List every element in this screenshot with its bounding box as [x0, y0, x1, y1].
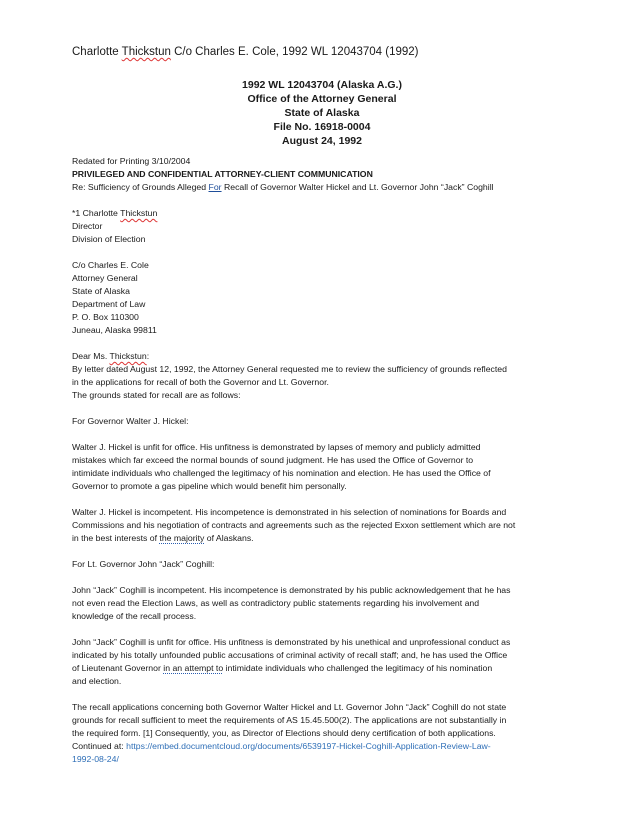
body-paragraph: Walter J. Hickel is unfit for office. His unfitness is demonstrated by lapses of memory and publicly admitted [72, 442, 481, 452]
body-paragraph: not even read the Election Laws, as well as contradictory public statements regarding his involvement and [72, 598, 480, 608]
privileged-line: PRIVILEGED AND CONFIDENTIAL ATTORNEY-CLIENT COMMUNICATION [72, 169, 373, 179]
body-paragraph: The grounds stated for recall are as follows: [72, 390, 241, 400]
sender-co: C/o Charles E. Cole [72, 260, 149, 270]
re-line: Re: Sufficiency of Grounds Alleged For Recall of Governor Walter Hickel and Lt. Governor John “Jack” Coghill [72, 182, 494, 192]
body-paragraph: and election. [72, 676, 122, 686]
body-paragraph: in the best interests of the majority of Alaskans. [72, 533, 254, 543]
sender-city: Juneau, Alaska 99811 [72, 325, 157, 335]
document-page [72, 46, 572, 766]
conclusion-paragraph: The recall applications concerning both Governor Walter Hickel and Lt. Governor John “Jack” Coghill do not state [72, 702, 507, 712]
recipient-division: Division of Election [72, 234, 146, 244]
continued-line: Continued at: https://embed.documentcloud.org/documents/6539197-Hickel-Coghill-Application-Review-Law- [72, 741, 491, 751]
body-paragraph: John “Jack” Coghill is unfit for office. His unfitness is demonstrated by his unethical and unprofessional conduct as [72, 637, 511, 647]
document-date: August 24, 1992 [282, 135, 362, 147]
body-paragraph: Walter J. Hickel is incompetent. His incompetence is demonstrated in his selection of nominations for Boards and [72, 507, 507, 517]
body-paragraph: John “Jack” Coghill is incompetent. His incompetence is demonstrated by his public acknowledgement that he has [72, 585, 511, 595]
conclusion-paragraph: the required form. [1] Consequently, you, as Director of Elections should deny certification of both applications. [72, 728, 496, 738]
body-paragraph: By letter dated August 12, 1992, the Attorney General requested me to review the sufficiency of grounds reflected [72, 364, 507, 374]
body-paragraph: Governor to promote a gas pipeline which would benefit him personally. [72, 481, 347, 491]
sender-state: State of Alaska [72, 286, 130, 296]
sender-title: Attorney General [72, 273, 138, 283]
state-name: State of Alaska [284, 107, 360, 119]
office-name: Office of the Attorney General [247, 93, 397, 105]
continued-line-2 [72, 753, 572, 766]
documentcloud-link-cont[interactable]: 1992-08-24/ [72, 754, 119, 764]
body-paragraph: Commissions and his negotiation of contracts and agreements such as the rejected Exxon settlement which are not [72, 520, 516, 530]
body-paragraph: indicated by his totally unfounded public accusations of criminal activity of recall staff; and, he has used the Office [72, 650, 508, 660]
lt-governor-heading: For Lt. Governor John “Jack” Coghill: [72, 559, 215, 569]
body-paragraph: of Lieutenant Governor in an attempt to intimidate individuals who challenged the legitimacy of his nomination [72, 663, 493, 673]
document-title: Charlotte Thickstun C/o Charles E. Cole, 1992 WL 12043704 (1992) [72, 46, 419, 58]
body-paragraph: intimidate individuals who challenged the legitimacy of his nomination and election. He has used the Office of [72, 468, 491, 478]
sender-dept: Department of Law [72, 299, 146, 309]
recipient-name: *1 Charlotte Thickstun [72, 208, 158, 218]
body-paragraph: in the applications for recall of both the Governor and Lt. Governor. [72, 377, 329, 387]
governor-heading: For Governor Walter J. Hickel: [72, 416, 189, 426]
salutation: Dear Ms. Thickstun: [72, 351, 150, 361]
body-paragraph: mistakes which far exceed the normal bounds of sound judgment. He has used the Office of Governor to [72, 455, 474, 465]
sender-box: P. O. Box 110300 [72, 312, 139, 322]
spellcheck-word: Thickstun [121, 46, 171, 58]
conclusion-paragraph: grounds for recall sufficient to meet the requirements of AS 15.45.500(2). The applications are not substantially in [72, 715, 507, 725]
document-header [72, 78, 572, 148]
citation: 1992 WL 12043704 (Alaska A.G.) [242, 79, 402, 91]
documentcloud-link[interactable]: https://embed.documentcloud.org/documents/6539197-Hickel-Coghill-Application-Review-Law- [126, 741, 491, 751]
file-number: File No. 16918-0004 [273, 121, 371, 133]
recipient-title: Director [72, 221, 103, 231]
redated-line: Redated for Printing 3/10/2004 [72, 156, 191, 166]
body-paragraph: knowledge of the recall process. [72, 611, 197, 621]
